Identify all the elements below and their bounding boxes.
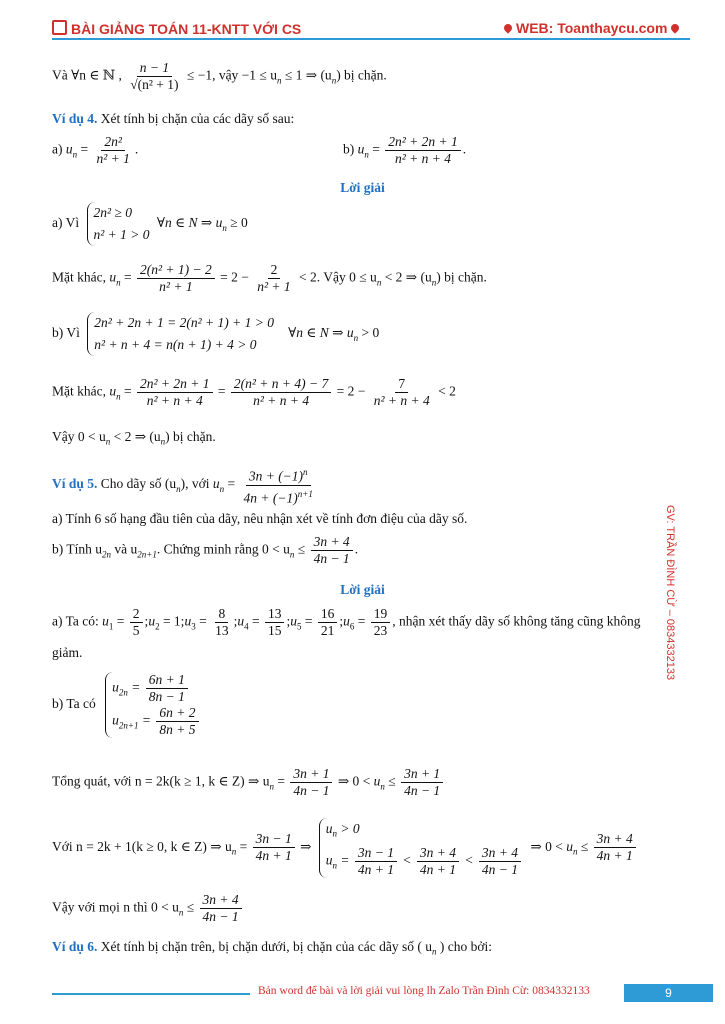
text-line: Vậy với mọi n thì $0 < u_n$ ≤ $\frac{3n + 4}{4n - 1}$ [52, 892, 244, 925]
example-heading: Ví dụ 4. Xét tính bị chặn của các dãy số sau: [52, 111, 295, 126]
side-author-text: GV: TRẦN ĐÌNH CỪ – 0834332133 [664, 505, 676, 681]
header-divider [52, 38, 690, 40]
text-line: a) Tính 6 số hạng đầu tiên của dãy, nêu nhận xét về tính đơn điệu của dãy số. [52, 511, 468, 526]
example-heading: Ví dụ 6. Xét tính bị chặn trên, bị chặn dưới, bị chặn của các dãy số ( $u_n$ ) cho bởi: [52, 939, 493, 957]
text-line: Tổng quát, với n = 2k(k ≥ 1, k ∈ Z) ⇒ $u_n$ = $\frac{3n + 1}{4n - 1}$ ⇒ $0 < u_n$ ≤ $\frac{3n + 1}{4n - 1}$ [52, 766, 445, 799]
page-number: 9 [624, 984, 713, 1002]
text-line: a) Ta có: $u_1$ = $\frac{2}{5}$ $;u_2$ = $1;u_3$ = $\frac{8}{13}$ $;u_4$ = $\frac{13}{15}$ $;u_5$ = $\frac{16}{21}$ $;u_6$ = $\frac{19}{23}$ , nhận xét thấy dãy số không tăng cũng không [52, 606, 641, 638]
text-line: Và ∀n ∈ ℕ , $\frac{n - 1}{\text{√(n² + 1)}}$ ≤ −1, vậy $-1 \le u_n \le 1$ ⇒ $(u_n)$ bị chặn. [52, 60, 387, 92]
example-heading: Ví dụ 5. Cho dãy số $(u_n)$, với $u_n$ = $\frac{3n + (-1)^n}{4n + (-1)^{n+1}}$ [52, 464, 318, 506]
text-line: giảm. [52, 645, 83, 660]
text-line: b) Tính $u_{2n}$ và $u_{2n+1}$. Chứng minh rằng $0 < u_n$ ≤ $\frac{3n + 4}{4n - 1}$ . [52, 534, 359, 566]
text-line: b) Vì 2n² + 2n + 1 = 2(n² + 1) + 1 > 0 n² + n + 4 = n(n + 1) + 4 > 0 ∀n ∈ N ⇒ $u_n > 0$ [52, 312, 379, 356]
header-title: BÀI GIẢNG TOÁN 11-KNTT VỚI CS [52, 20, 301, 37]
text-line: b) $u_n$ = $\frac{\text{2n² + 2n + 1}}{\text{n² + n + 4}}$ . [343, 134, 467, 166]
text-line: Mặt khác, $u_n$ = $\frac{\text{2n² + 2n + 1}}{\text{n² + n + 4}}$ = $\frac{\text{2(n² + n + 4) − 7}}{\text{n² + n + 4}}$ = 2 − $\frac{7}{\text{n² + n + 4}}$ < 2 [52, 376, 456, 408]
location-icon [670, 22, 681, 33]
header-web[interactable]: WEB: Toanthaycu.com [500, 20, 683, 36]
edit-icon [52, 20, 67, 35]
solution-heading: Lời giải [340, 582, 385, 597]
text-line: a) $u_n$ = $\frac{\text{2n²}}{\text{n² + 1}}$ . [52, 134, 139, 166]
text-line: Mặt khác, $u_n$ = $\frac{\text{2(n² + 1) − 2}}{\text{n² + 1}}$ = 2 − $\frac{2}{\text{n² + 1}}$ < 2. Vậy $0 \le u_n < 2$ ⇒ $(u_n)$ bị chặn. [52, 262, 487, 294]
text-line: Với n = 2k + 1(k ≥ 0, k ∈ Z) ⇒ $u_n$ = $\frac{3n - 1}{4n + 1}$ ⇒ $u_n > 0$ $u_n$ = $\frac{3n - 1}{4n + 1}$ < $\frac{3n + 4}{4n + 1}$ < $\frac{3n + 4}{4n - 1}$ ⇒ $0 < u_n$ ≤ $\frac{3n + 4}{4n + 1}$ [52, 818, 638, 878]
footer-divider [52, 993, 250, 995]
text-line: Vậy $0 < u_n < 2$ ⇒ $(u_n)$ bị chặn. [52, 429, 216, 447]
text-line: b) Ta có $u_{2n}$ = $\frac{6n + 1}{8n - 1}$ $u_{2n+1}$ = $\frac{6n + 2}{8n + 5}$ [52, 672, 205, 738]
solution-heading: Lời giải [340, 180, 385, 195]
location-icon [502, 22, 513, 33]
footer-note: Bản word để bài và lời giải vui lòng lh Zalo Trần Đình Cừ: 0834332133 [258, 985, 590, 997]
text-line: a) Vì 2n² ≥ 0 n² + 1 > 0 ∀n ∈ N ⇒ $u_n \ge 0$ [52, 202, 248, 246]
